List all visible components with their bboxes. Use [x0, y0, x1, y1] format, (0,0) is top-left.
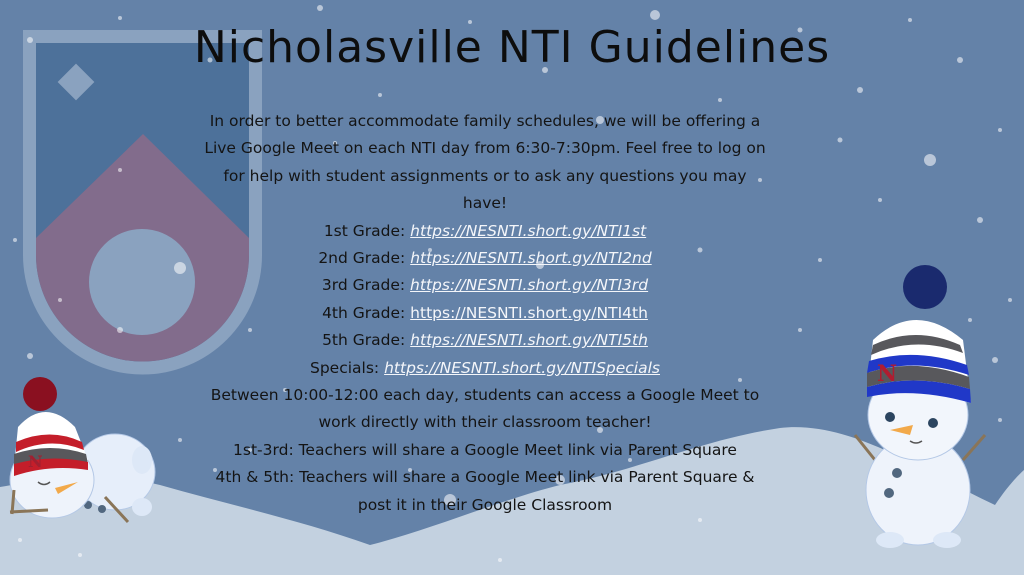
closing-line: work directly with their classroom teacher!	[318, 413, 652, 432]
grade-link-1st[interactable]: https://NESNTI.short.gy/NTI1st	[410, 221, 647, 240]
grade-link-row-3rd	[160, 272, 810, 299]
grade-link-5th[interactable]: https://NESNTI.short.gy/NTI5th	[410, 331, 648, 350]
closing-line: Between 10:00-12:00 each day, students can access a Google Meet to	[210, 386, 760, 405]
grade-label: 1st Grade:	[323, 221, 406, 240]
closing-line: 4th & 5th: Teachers will share a Google Meet link via Parent Square &	[215, 468, 755, 487]
grade-link-row-4th	[160, 300, 810, 327]
intro-line: have!	[462, 194, 508, 213]
grade-link-row-specials	[160, 355, 810, 382]
intro-line: Live Google Meet on each NTI day from 6:30-7:30pm. Feel free to log on	[204, 139, 766, 158]
grade-link-4th[interactable]: https://NESNTI.short.gy/NTI4th	[410, 303, 648, 322]
grade-link-3rd[interactable]: https://NESNTI.short.gy/NTI3rd	[410, 276, 649, 295]
closing-line: post it in their Google Classroom	[357, 495, 613, 514]
grade-label: 4th Grade:	[322, 303, 406, 322]
hat-logo-letter: N	[28, 452, 43, 471]
sleeping-snowman-illustration	[0, 372, 160, 532]
grade-link-row-2nd	[160, 245, 810, 272]
hat-logo-letter: N	[877, 361, 898, 387]
grade-label: Specials:	[310, 358, 380, 377]
grade-link-specials[interactable]: https://NESNTI.short.gy/NTISpecials	[384, 358, 660, 377]
grade-label: 3rd Grade:	[321, 276, 406, 295]
grade-link-2nd[interactable]: https://NESNTI.short.gy/NTI2nd	[410, 249, 652, 268]
grade-label: 2nd Grade:	[318, 249, 406, 268]
closing-line: 1st-3rd: Teachers will share a Google Meet link via Parent Square	[233, 440, 737, 459]
grade-link-row-1st	[160, 218, 810, 245]
grade-label: 5th Grade:	[322, 331, 406, 350]
page-title: Nicholasville NTI Guidelines	[193, 22, 831, 73]
grade-link-row-5th	[160, 327, 810, 354]
intro-line: In order to better accommodate family schedules, we will be offering a	[209, 112, 761, 130]
intro-line: for help with student assignments or to ask any questions you may	[223, 166, 747, 185]
standing-snowman-illustration	[845, 265, 995, 550]
guidelines-body	[160, 108, 810, 519]
